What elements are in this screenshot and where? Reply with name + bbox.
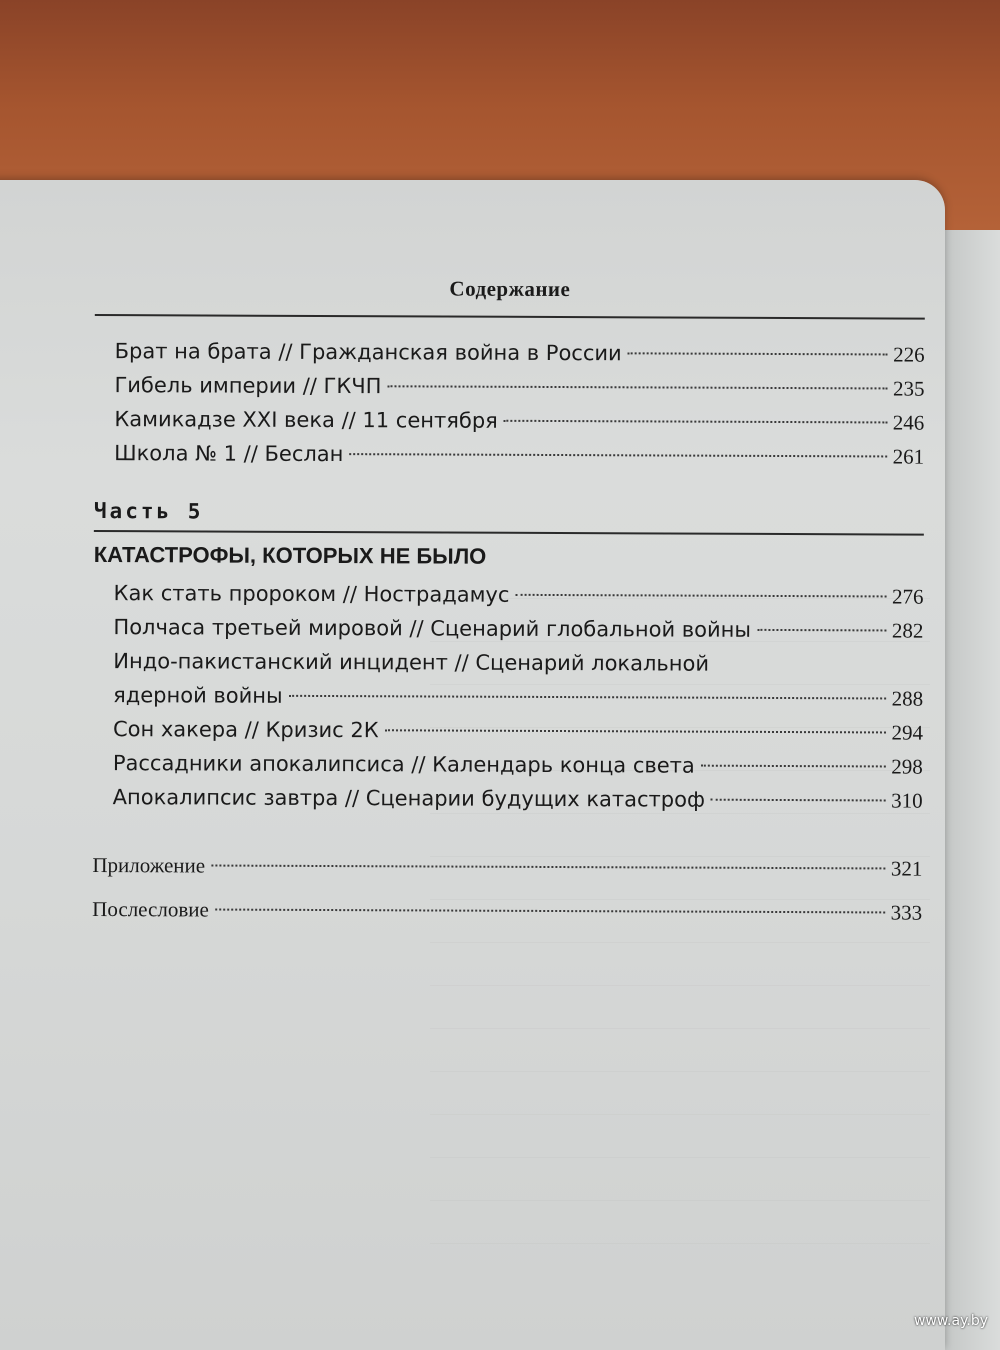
entry-title-line2: ядерной войны [113, 683, 283, 708]
toc-entry[interactable] [95, 334, 925, 372]
dot-leader [504, 420, 887, 424]
entry-title: Послесловие [92, 896, 209, 922]
entry-title: Приложение [92, 852, 206, 878]
toc-part5 [93, 576, 924, 818]
entry-title: Сон хакера // Кризис 2К [112, 717, 379, 743]
toc-entry[interactable] [93, 746, 923, 784]
spacer [92, 814, 922, 852]
dot-leader [628, 352, 887, 355]
dot-leader [211, 865, 885, 870]
dot-leader [215, 909, 885, 914]
entry-page: 261 [892, 444, 925, 469]
entry-page: 246 [892, 410, 925, 435]
toc-entry[interactable] [92, 848, 922, 886]
dot-leader [701, 765, 886, 768]
entry-title: Школа № 1 // Беслан [114, 441, 344, 467]
dot-leader [289, 695, 886, 700]
entry-page: 321 [890, 856, 923, 881]
page-title: Содержание [449, 276, 571, 302]
part-title: КАТАСТРОФЫ, КОТОРЫХ НЕ БЫЛО [93, 541, 487, 569]
entry-title: Камикадзе XXI века // 11 сентября [114, 407, 498, 433]
entry-title: Рассадники апокалипсиса // Календарь конца света [112, 751, 695, 778]
toc-section-a [94, 334, 925, 474]
entry-page: 294 [891, 720, 924, 745]
toc-entry[interactable] [93, 644, 923, 716]
toc-appendix [92, 848, 922, 930]
entry-page: 226 [893, 342, 925, 367]
entry-page: 288 [891, 686, 924, 711]
entry-page: 298 [891, 754, 923, 779]
entry-title: Брат на брата // Гражданская война в России [114, 339, 622, 366]
entry-page: 310 [891, 788, 923, 813]
watermark: www.ay.by [913, 1313, 988, 1329]
dot-leader [711, 799, 885, 802]
entry-title: Апокалипсис завтра // Сценарии будущих катастроф [112, 785, 706, 812]
entry-page: 333 [890, 900, 923, 925]
dot-leader [515, 594, 886, 598]
toc-entry[interactable] [92, 892, 922, 930]
toc-entry[interactable] [94, 576, 924, 614]
part-label: Часть 5 [93, 498, 204, 524]
toc-entry[interactable] [93, 780, 923, 818]
toc-entry[interactable] [94, 436, 924, 474]
entry-page: 276 [892, 584, 924, 609]
table-of-contents [92, 270, 925, 930]
toc-entry[interactable] [94, 368, 924, 406]
dot-leader [757, 629, 886, 632]
entry-title: Полчаса третьей мировой // Сценарий глобальной войны [113, 615, 752, 642]
entry-page: 235 [892, 376, 925, 401]
entry-title: Как стать пророком // Нострадамус [113, 581, 510, 607]
header-rule [95, 314, 925, 320]
part-rule [94, 530, 924, 536]
entry-title: Гибель империи // ГКЧП [114, 373, 382, 399]
toc-entry[interactable] [93, 610, 923, 648]
dot-leader [387, 385, 887, 389]
entry-page: 282 [891, 618, 924, 643]
toc-entry[interactable] [93, 712, 923, 750]
toc-entry[interactable] [94, 402, 924, 440]
entry-title: Индо-пакистанский инцидент // Сценарий локальной [113, 649, 710, 676]
dot-leader [349, 453, 886, 457]
dot-leader [385, 729, 886, 733]
